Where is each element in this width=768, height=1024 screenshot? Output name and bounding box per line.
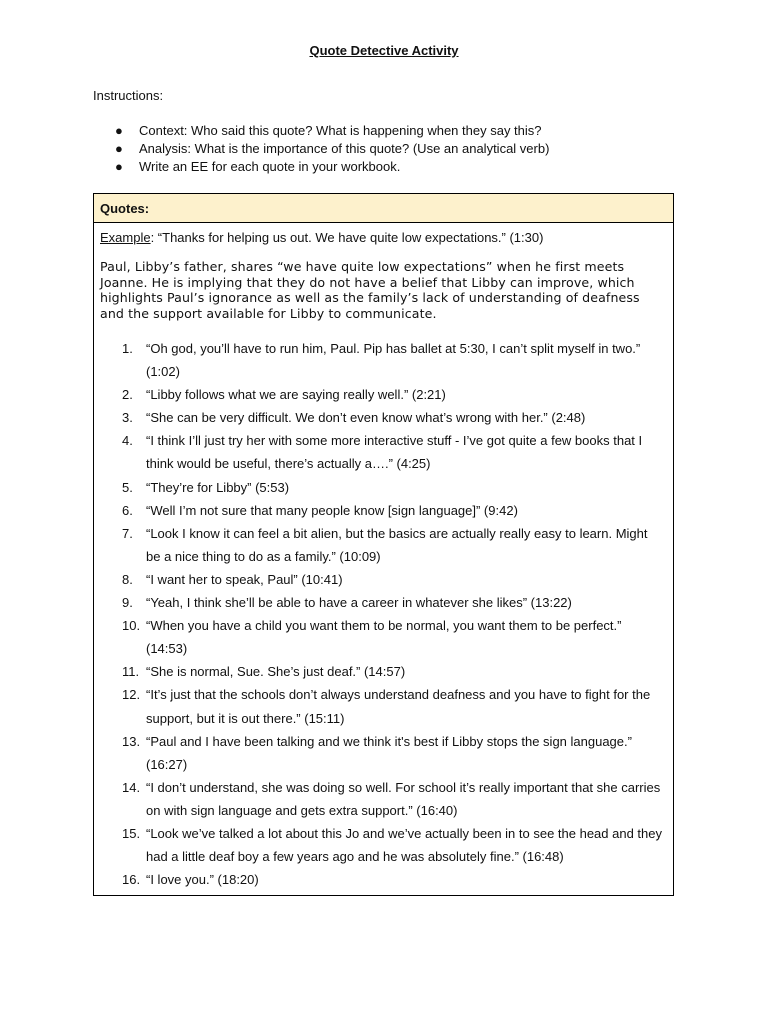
quote-number: 6.: [122, 502, 133, 518]
quote-text: “Oh god, you’ll have to run him, Paul. Pip has ballet at 5:30, I can’t split myself in two.” (1:02): [146, 341, 641, 380]
instruction-text: Context: Who said this quote? What is happening when they say this?: [139, 123, 542, 138]
quote-item: [94, 730, 673, 776]
instruction-item: [93, 140, 549, 158]
quote-text: “I think I’ll just try her with some more interactive stuff - I’ve got quite a few books that I think would be useful, there’s actually a….” (4:25): [146, 433, 643, 472]
quotes-list: [94, 337, 673, 891]
quote-item: [94, 660, 673, 683]
instruction-item: [93, 158, 549, 176]
quote-number: 2.: [122, 387, 133, 403]
quote-number: 11.: [122, 664, 140, 680]
quote-number: 5.: [122, 479, 133, 495]
quote-number: 8.: [122, 571, 133, 587]
quote-item: [94, 614, 673, 660]
quote-item: [94, 429, 673, 475]
quote-item: [94, 568, 673, 591]
quote-number: 13.: [122, 733, 141, 749]
instructions-label: Instructions:: [93, 88, 164, 103]
instruction-text: Analysis: What is the importance of this quote? (Use an analytical verb): [139, 141, 550, 156]
quote-number: 1.: [122, 341, 133, 356]
quote-item: [94, 591, 673, 614]
quote-text: “It’s just that the schools don’t always understand deafness and you have to fight for the support, but it is out there.” (15:11): [146, 687, 651, 726]
quote-text: “Yeah, I think she’ll be able to have a career in whatever she likes” (13:22): [146, 595, 572, 611]
quote-text: “She is normal, Sue. She’s just deaf.” (14:57): [146, 664, 406, 680]
quote-item: [94, 683, 673, 729]
quote-text: “Well I’m not sure that many people know [sign language]” (9:42): [146, 502, 518, 518]
quote-item: [94, 822, 673, 868]
bullet-icon: ●: [115, 123, 123, 138]
quote-text: “I want her to speak, Paul” (10:41): [146, 571, 343, 587]
quote-text: “They’re for Libby” (5:53): [146, 479, 290, 495]
quote-text: “She can be very difficult. We don’t even know what’s wrong with her.” (2:48): [146, 410, 586, 426]
quote-item: [94, 499, 673, 522]
quote-text: “When you have a child you want them to be normal, you want them to be perfect.” (14:53): [146, 618, 622, 657]
quote-item: [94, 522, 673, 568]
quote-text: “I love you.” (18:20): [146, 872, 259, 888]
quote-number: 15.: [122, 825, 141, 841]
quote-text: “Paul and I have been talking and we think it's best if Libby stops the sign language.” (16:27): [146, 733, 632, 772]
example-text: : “Thanks for helping us out. We have quite low expectations.” (1:30): [150, 230, 544, 245]
bullet-icon: ●: [115, 141, 123, 156]
instruction-text: Write an EE for each quote in your workbook.: [139, 159, 401, 174]
quote-text: “Look I know it can feel a bit alien, but the basics are actually really easy to learn. Might be a nice thing to do as a family.” (10:09): [146, 525, 648, 564]
quotes-header: Quotes:: [94, 194, 673, 223]
example-label: Example: [100, 230, 151, 245]
quote-number: 14.: [122, 779, 141, 795]
quote-item: [94, 383, 673, 406]
quote-item: [94, 476, 673, 499]
quote-item: [94, 868, 673, 891]
bullet-icon: ●: [115, 159, 123, 174]
quote-item: [94, 776, 673, 822]
quote-number: 12.: [122, 687, 141, 703]
page-title: Quote Detective Activity: [309, 43, 459, 58]
quote-number: 3.: [122, 410, 133, 426]
instruction-item: [93, 122, 549, 140]
quote-number: 4.: [122, 433, 133, 449]
quote-item: [94, 406, 673, 429]
quote-number: 7.: [122, 525, 133, 541]
quote-number: 9.: [122, 595, 133, 611]
example-line: [100, 230, 673, 246]
example-analysis: Paul, Libby’s father, shares “we have quite low expectations” when he first meets Joanne. He is implying that they do not have a belief that Libby can improve, which highlights Paul’s ignorance as well as the family’s lack of understanding of deafness and the support available for Libby to communicate.: [100, 259, 640, 321]
quote-text: “Libby follows what we are saying really well.” (2:21): [146, 387, 446, 403]
quote-text: “I don’t understand, she was doing so well. For school it’s really important that she carries on with sign language and gets extra support.” (16:40): [146, 779, 661, 818]
quote-item: [94, 337, 673, 383]
quote-number: 16.: [122, 872, 141, 888]
instructions-list: [93, 122, 549, 176]
quotes-box: [93, 193, 674, 896]
quote-number: 10.: [122, 618, 141, 634]
quote-text: “Look we’ve talked a lot about this Jo and we’ve actually been in to see the head and they had a little deaf boy a few years ago and he was absolutely fine.” (16:48): [146, 825, 663, 865]
